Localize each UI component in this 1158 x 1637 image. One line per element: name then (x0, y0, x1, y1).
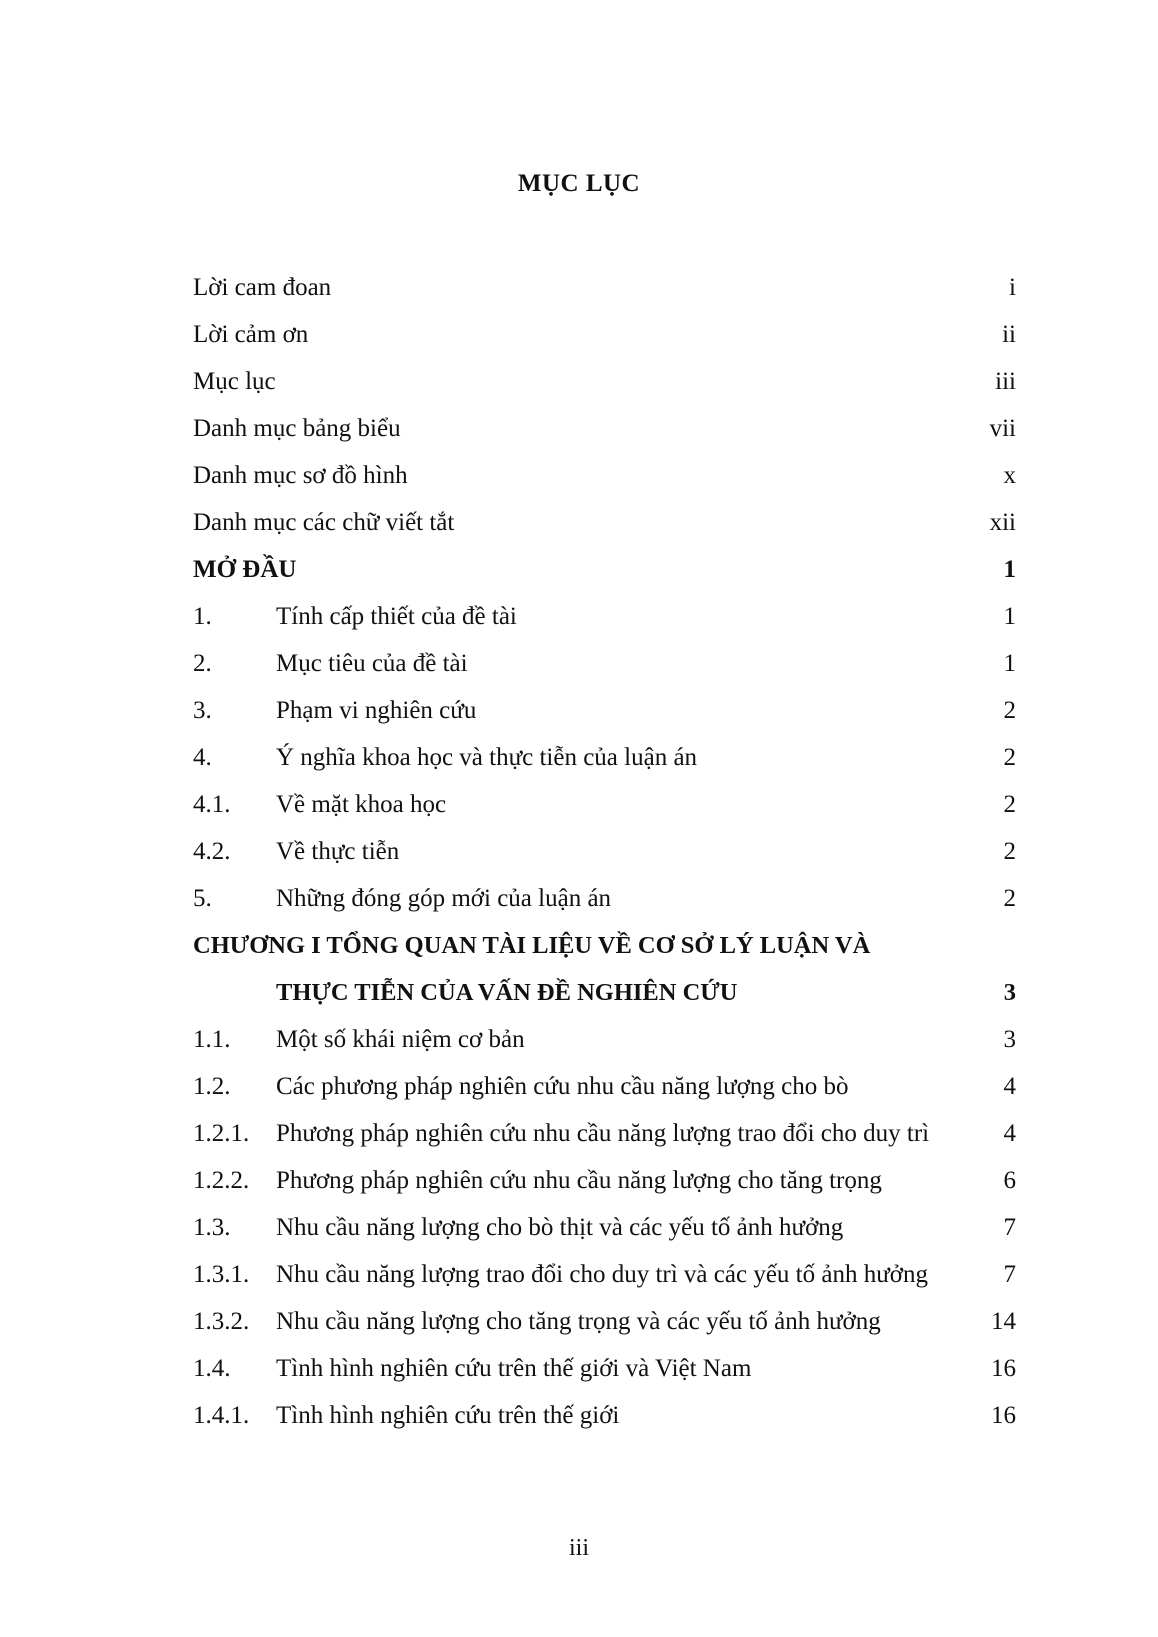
toc-entry-title: Tình hình nghiên cứu trên thế giới (276, 1402, 620, 1429)
toc-entry-number: 1.4.1. (193, 1402, 250, 1429)
toc-entry-number: 1.4. (193, 1355, 231, 1382)
toc-chapter-title-line2: THỰC TIỄN CỦA VẤN ĐỀ NGHIÊN CỨU (276, 979, 738, 1006)
toc-entry[interactable] (193, 1157, 1016, 1204)
toc-entry[interactable] (193, 1204, 1016, 1251)
toc-entry-title: Những đóng góp mới của luận án (276, 885, 612, 912)
toc-entry-title: Nhu cầu năng lượng cho tăng trọng và các yếu tố ảnh hưởng (276, 1308, 881, 1335)
toc-entry-page: 4 (1003, 1120, 1016, 1147)
toc-entry-title: Danh mục sơ đồ hình (193, 462, 408, 489)
toc-entry-page: vii (989, 415, 1016, 442)
toc-entry[interactable] (193, 640, 1016, 687)
toc-entry[interactable] (193, 1298, 1016, 1345)
table-of-contents (193, 264, 1016, 1439)
toc-entry-danh-muc-chu-viet-tat[interactable] (193, 499, 1016, 546)
toc-entry[interactable] (193, 781, 1016, 828)
toc-entry-page: 2 (1003, 697, 1016, 724)
toc-entry-page: 2 (1003, 744, 1016, 771)
toc-entry[interactable] (193, 828, 1016, 875)
toc-entry-number: 1.2.1. (193, 1120, 250, 1147)
toc-entry-number: 1. (193, 603, 212, 630)
toc-chapter-heading[interactable] (193, 922, 1016, 969)
toc-entry-title: Phạm vi nghiên cứu (276, 697, 477, 724)
toc-entry-page: iii (995, 368, 1016, 395)
toc-entry-number: 1.2.2. (193, 1167, 250, 1194)
toc-entry[interactable] (193, 734, 1016, 781)
toc-entry-title: Ý nghĩa khoa học và thực tiễn của luận án (276, 744, 698, 771)
toc-entry-number: 4.1. (193, 791, 231, 818)
toc-entry-title: Phương pháp nghiên cứu nhu cầu năng lượng trao đổi cho duy trì (276, 1120, 930, 1147)
toc-entry-page: 1 (1003, 556, 1016, 583)
toc-entry-number: 3. (193, 697, 212, 724)
toc-entry-title: Danh mục bảng biểu (193, 415, 401, 442)
toc-entry[interactable] (193, 1392, 1016, 1439)
toc-entry-page: 2 (1003, 838, 1016, 865)
toc-entry-number: 1.2. (193, 1073, 231, 1100)
toc-entry[interactable] (193, 1063, 1016, 1110)
toc-entry-muc-luc[interactable] (193, 358, 1016, 405)
toc-entry[interactable] (193, 593, 1016, 640)
toc-entry-title: Tính cấp thiết của đề tài (276, 603, 517, 630)
toc-entry-page: 7 (1003, 1261, 1016, 1288)
toc-entry-title: Mục lục (193, 368, 276, 395)
toc-entry-number: 5. (193, 885, 212, 912)
page-title: MỤC LỤC (517, 170, 641, 197)
toc-entry[interactable] (193, 1110, 1016, 1157)
toc-entry-number: 4. (193, 744, 212, 771)
toc-entry-page: 16 (991, 1402, 1016, 1429)
toc-entry-title: Về thực tiễn (276, 838, 400, 865)
toc-entry-title: Một số khái niệm cơ bản (276, 1026, 525, 1053)
toc-entry-page: 4 (1003, 1073, 1016, 1100)
toc-entry-title: Nhu cầu năng lượng trao đổi cho duy trì và các yếu tố ảnh hưởng (276, 1261, 928, 1288)
toc-entry-mo-dau[interactable] (193, 546, 1016, 593)
footer-page-number: iii (568, 1535, 589, 1561)
toc-entry-page: 14 (991, 1308, 1016, 1335)
toc-entry-title: Phương pháp nghiên cứu nhu cầu năng lượng cho tăng trọng (276, 1167, 882, 1194)
toc-entry-title: Nhu cầu năng lượng cho bò thịt và các yếu tố ảnh hưởng (276, 1214, 844, 1241)
toc-entry-page: x (1003, 462, 1016, 489)
toc-entry-page: 6 (1003, 1167, 1016, 1194)
toc-entry-page: 1 (1003, 603, 1016, 630)
toc-entry[interactable] (193, 875, 1016, 922)
toc-entry-danh-muc-so-do-hinh[interactable] (193, 452, 1016, 499)
toc-entry[interactable] (193, 1345, 1016, 1392)
toc-entry-number: 1.3. (193, 1214, 231, 1241)
toc-entry-page: 2 (1003, 885, 1016, 912)
toc-entry-number: 2. (193, 650, 212, 677)
toc-entry-title: Danh mục các chữ viết tắt (193, 509, 455, 536)
toc-entry-title: Lời cam đoan (193, 274, 332, 301)
toc-entry-page: ii (1002, 321, 1016, 348)
toc-entry[interactable] (193, 687, 1016, 734)
toc-entry-title: MỞ ĐẦU (193, 556, 297, 583)
toc-entry-page: 16 (991, 1355, 1016, 1382)
toc-entry-page: 2 (1003, 791, 1016, 818)
toc-entry-page: 7 (1003, 1214, 1016, 1241)
toc-entry-title: Các phương pháp nghiên cứu nhu cầu năng lượng cho bò (276, 1073, 849, 1100)
toc-entry-number: 4.2. (193, 838, 231, 865)
toc-entry-loi-cam-doan[interactable] (193, 264, 1016, 311)
toc-entry-page: 1 (1003, 650, 1016, 677)
toc-entry[interactable] (193, 1016, 1016, 1063)
toc-entry-title: Mục tiêu của đề tài (276, 650, 468, 677)
toc-entry[interactable] (193, 1251, 1016, 1298)
toc-entry-page: 3 (1003, 1026, 1016, 1053)
toc-entry-number: 1.1. (193, 1026, 231, 1053)
toc-chapter-heading-continued[interactable] (193, 969, 1016, 1016)
toc-entry-title: Tình hình nghiên cứu trên thế giới và Việt Nam (276, 1355, 752, 1382)
toc-entry-loi-cam-on[interactable] (193, 311, 1016, 358)
toc-entry-page: 3 (1003, 979, 1016, 1006)
toc-entry-page: xii (989, 509, 1016, 536)
toc-entry-number: 1.3.1. (193, 1261, 250, 1288)
toc-entry-title: Lời cảm ơn (193, 321, 309, 348)
toc-entry-number: 1.3.2. (193, 1308, 250, 1335)
toc-entry-page: i (1009, 274, 1016, 301)
toc-chapter-title-line1: CHƯƠNG I TỔNG QUAN TÀI LIỆU VỀ CƠ SỞ LÝ LUẬN VÀ (193, 932, 871, 959)
toc-entry-danh-muc-bang-bieu[interactable] (193, 405, 1016, 452)
toc-entry-title: Về mặt khoa học (276, 791, 447, 818)
